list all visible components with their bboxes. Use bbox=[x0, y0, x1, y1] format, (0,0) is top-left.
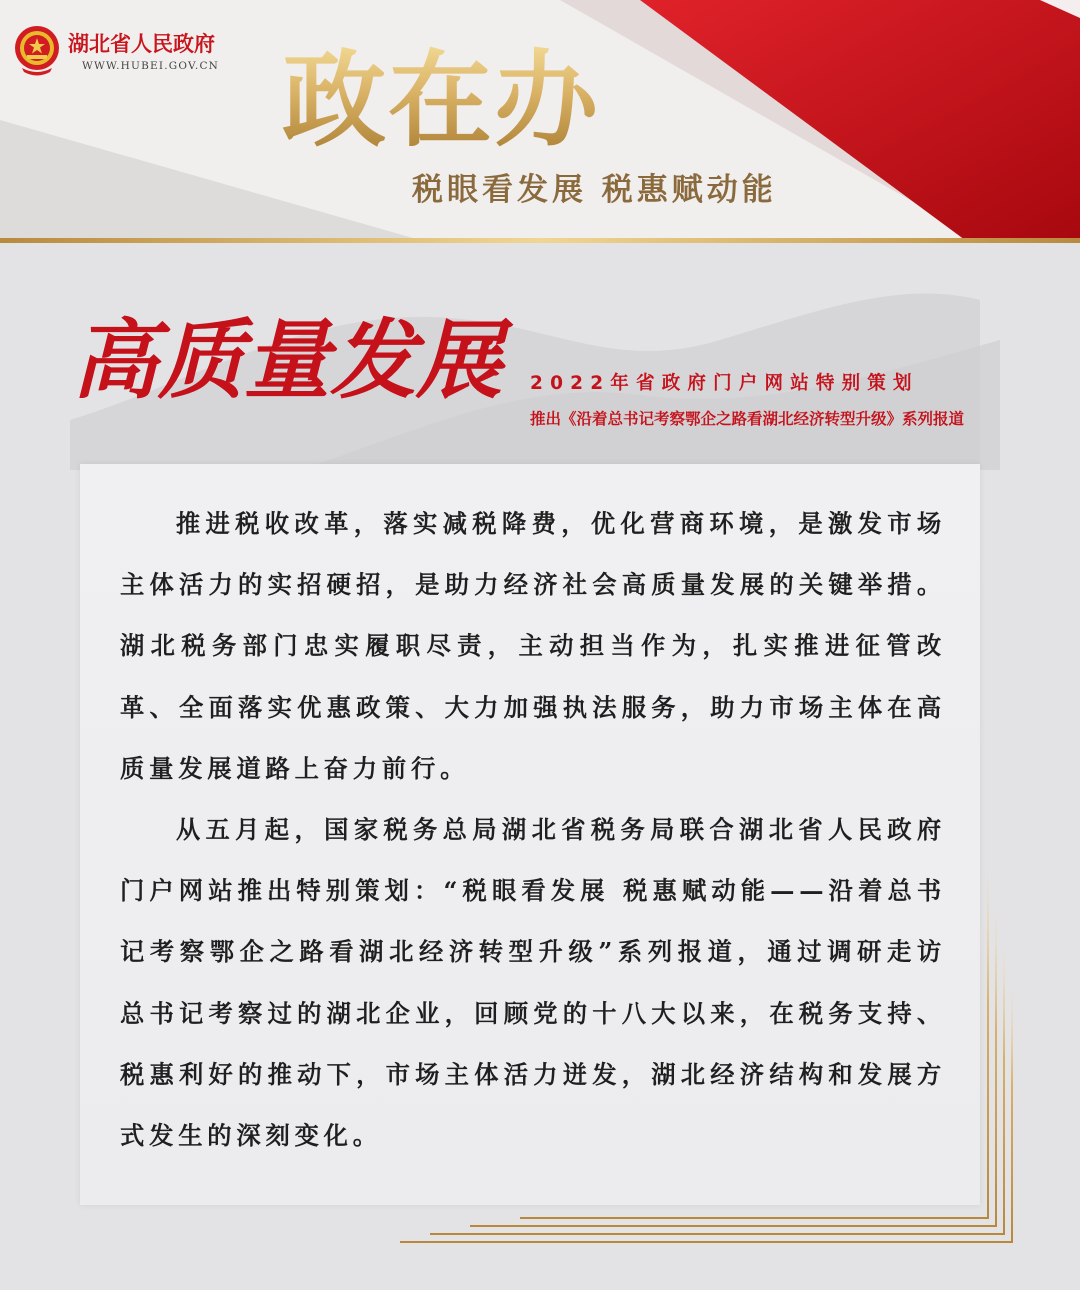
site-name: 湖北省人民政府 bbox=[68, 32, 215, 56]
article-paragraph-1: 推进税收改革，落实减税降费，优化营商环境，是激发市场主体活力的实招硬招，是助力经济社会高质量发展的关键举措。湖北税务部门忠实履职尽责，主动担当作为，扎实推进征管改革、全面落实优惠政策、大力加强执法服务，助力市场主体在高质量发展道路上奋力前行。 bbox=[120, 509, 946, 783]
campaign-series-name: 推出《沿着总书记考察鄂企之路看湖北经济转型升级》系列报道 bbox=[530, 410, 965, 428]
site-url: WWW.HUBEI.GOV.CN bbox=[82, 60, 220, 72]
column-subtitle: 税眼看发展 税惠赋动能 bbox=[412, 172, 777, 208]
column-title: 政在办 bbox=[282, 38, 601, 161]
article-paragraph-2: 从五月起，国家税务总局湖北省税务局联合湖北省人民政府门户网站推出特别策划：“税眼看发展 税惠赋动能——沿着总书记考察鄂企之路看湖北经济转型升级”系列报道，通过调研走访总书记考察过的湖北企业，回顾党的十八大以来，在税务支持、税惠利好的推动下，市场主体活力迸发，湖北经济结构和发展方式发生的深刻变化。 bbox=[120, 815, 946, 1151]
government-emblem-icon bbox=[12, 24, 62, 76]
section-title: 高质量发展 bbox=[72, 310, 502, 411]
campaign-title: 2022年省政府门户网站特别策划 bbox=[530, 373, 919, 394]
